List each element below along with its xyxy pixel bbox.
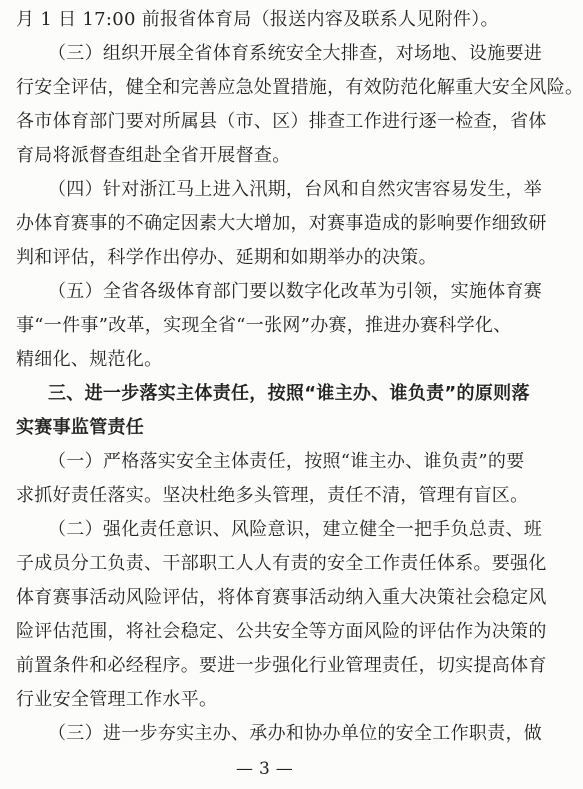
text-line: （二）强化责任意识、风险意识，建立健全一把手负总责、班 (48, 519, 543, 540)
text-line: 行安全评估，健全和完善应急处置措施，有效防范化解重大安全风险。 (16, 77, 583, 98)
text-line: （一）严格落实安全主体责任，按照“谁主办、谁负责”的要 (48, 451, 525, 472)
text-line: 精细化、规范化。 (16, 349, 163, 370)
text-line: （三）组织开展全省体育系统安全大排查，对场地、设施要进 (48, 43, 543, 64)
section-heading: 实赛事监管责任 (16, 417, 145, 438)
page-number: — 3 — (235, 759, 294, 779)
text-line: （四）针对浙江马上进入汛期，台风和自然灾害容易发生，举 (48, 179, 543, 200)
text-line: 判和评估，科学作出停办、延期和如期举办的决策。 (16, 247, 437, 268)
section-heading: 三、进一步落实主体责任，按照“谁主办、谁负责”的原则落 (48, 383, 530, 404)
text-line: 子成员分工负责、干部职工人人有责的安全工作责任体系。要强化 (16, 553, 547, 574)
text-line: 求抓好责任落实。坚决杜绝多头管理，责任不清，管理有盲区。 (16, 485, 529, 506)
text-line: 各市体育部门要对所属县（市、区）排查工作进行逐一检查，省体 (16, 111, 547, 132)
text-line: 险评估范围，将社会稳定、公共安全等方面风险的评估作为决策的 (16, 621, 547, 642)
text-line: 前置条件和必经程序。要进一步强化行业管理责任，切实提高体育 (16, 655, 547, 676)
text-line: 育局将派督查组赴全省开展督查。 (16, 145, 291, 166)
text-line: 月 1 日 17:00 前报省体育局（报送内容及联系人见附件）。 (16, 9, 499, 30)
text-line: （五）全省各级体育部门要以数字化改革为引领，实施体育赛 (48, 281, 543, 302)
text-line: 体育赛事活动风险评估，将体育赛事活动纳入重大决策社会稳定风 (16, 587, 547, 608)
text-line: 办体育赛事的不确定因素大大增加，对赛事造成的影响要作细致研 (16, 213, 547, 234)
text-line: 行业安全管理工作水平。 (16, 689, 218, 710)
text-line: 事“一件事”改革，实现全省“一张网”办赛，推进办赛科学化、 (16, 315, 512, 336)
text-line: （三）进一步夯实主办、承办和协办单位的安全工作职责，做 (48, 723, 543, 744)
